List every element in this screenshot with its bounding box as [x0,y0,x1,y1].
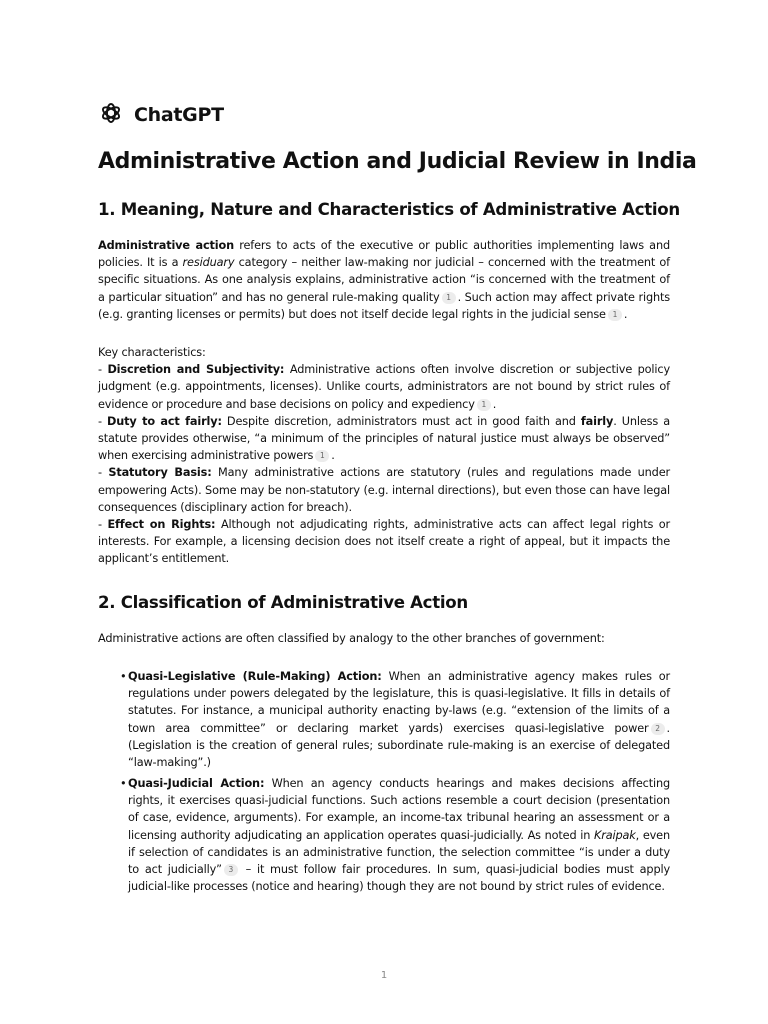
text: . [492,397,497,411]
term: Quasi-Legislative (Rule-Making) Action: [128,670,382,683]
citation-badge[interactable]: 3 [224,864,238,876]
text: refers to acts of the executive or public authorities implementing laws and policies. It is a [98,239,670,270]
list-item [120,668,671,771]
term: Effect on Rights: [107,518,216,532]
section-1-heading: 1. Meaning, Nature and Characteristics of Administrative Action [98,200,680,219]
citation-badge[interactable]: 1 [442,292,456,304]
key-characteristics-label: Key characteristics: [98,346,206,359]
citation-badge[interactable]: 1 [608,309,622,321]
case-name: Kraipak [593,828,636,842]
prefix: - [98,363,108,377]
text: When an administrative agency makes rules or regulations under powers delegated by the legislature, this is quasi-legislative. It fills in details of statutes. For instance, a municipal authority enacting by-laws (e.g. “extension of the limits of a town area committee” or declaring market yards) exercises quasi-legislative power [128,670,671,735]
text: category – neither law-making nor judicial – concerned with the treatment of specific situations. As one analysis explains, administrative action “is concerned with the treatment of a particular situation” and has no general rule-making quality [98,256,670,304]
text: . Unless a statute provides otherwise, “a minimum of the principles of natural justice must always be observed” when exercising administrative powers [98,414,671,463]
text: Despite discretion, administrators must act in good faith and [221,414,581,428]
prefix: - [98,414,108,428]
text: , even if selection of candidates is an administrative function, the selection committee “is under a duty to act judicially” [128,828,670,877]
term: Duty to act fairly: [107,414,222,428]
text: . (Legislation is the creation of general rules; subordinate rule-making is an exercise of delegated “law-making”.) [128,721,670,770]
term: fairly [580,414,614,428]
citation-badge[interactable]: 1 [477,399,491,411]
text: . [623,307,628,321]
brand-name: ChatGPT [134,104,224,126]
emphasis: residuary [182,256,235,270]
document-title: Administrative Action and Judicial Review in India [98,149,697,174]
section-2-intro-paragraph: Administrative actions are often classified by analogy to the other branches of government: [98,632,605,645]
characteristics-block [98,344,670,568]
text: . [331,449,335,463]
page-number: 1 [380,970,388,981]
openai-logo-icon [98,100,124,130]
section-1-intro-paragraph [98,237,670,323]
text: Administrative actions often involve discretion or subjective policy judgment (e.g. appointments, licenses). Unlike courts, administrators are not bound by strict rules of evidence or procedure and base decisions on policy and expediency [98,363,670,411]
brand-header [98,100,224,130]
text: . Such action may affect private rights (e.g. granting licenses or permits) but does not itself decide legal rights in the judicial sense [98,290,670,321]
text: Although not adjudicating rights, administrative acts can affect legal rights or interests. For example, a licensing decision does not itself create a right of appeal, but it impacts the applicant’s entitlement. [98,518,670,566]
characteristic-item [98,413,670,465]
characteristic-item [98,361,670,413]
prefix: - [98,466,109,480]
citation-badge[interactable]: 2 [651,723,665,735]
term: Quasi-Judicial Action: [128,777,265,790]
citation-badge[interactable]: 1 [315,450,329,462]
characteristic-item [98,516,670,568]
text: – it must follow fair procedures. In sum, quasi-judicial bodies must apply judicial-like processes (notice and hearing) though they are not bound by strict rules of evidence. [128,863,670,894]
list-item [120,775,670,895]
section-2-heading: 2. Classification of Administrative Action [98,593,468,612]
prefix: - [98,518,108,532]
term: Administrative action [98,239,234,252]
bullet-icon: • [120,670,127,683]
bullet-icon: • [120,777,127,790]
term: Discretion and Subjectivity: [107,363,285,377]
term: Statutory Basis: [108,466,212,480]
text: Many administrative actions are statutory (rules and regulations made under empowering Acts). Some may be non-statutory (e.g. internal directions), but even those can have legal consequences (disciplinary action for breach). [98,466,670,514]
text: When an agency conducts hearings and makes decisions affecting rights, it exercises quasi-judicial functions. Such actions resemble a court decision (presentation of case, evidence, arguments). For example, an income-tax tribunal hearing an assessment or a licensing authority adjudicating an application operates quasi-judicially. As noted in [128,777,670,842]
characteristic-item [98,464,670,516]
